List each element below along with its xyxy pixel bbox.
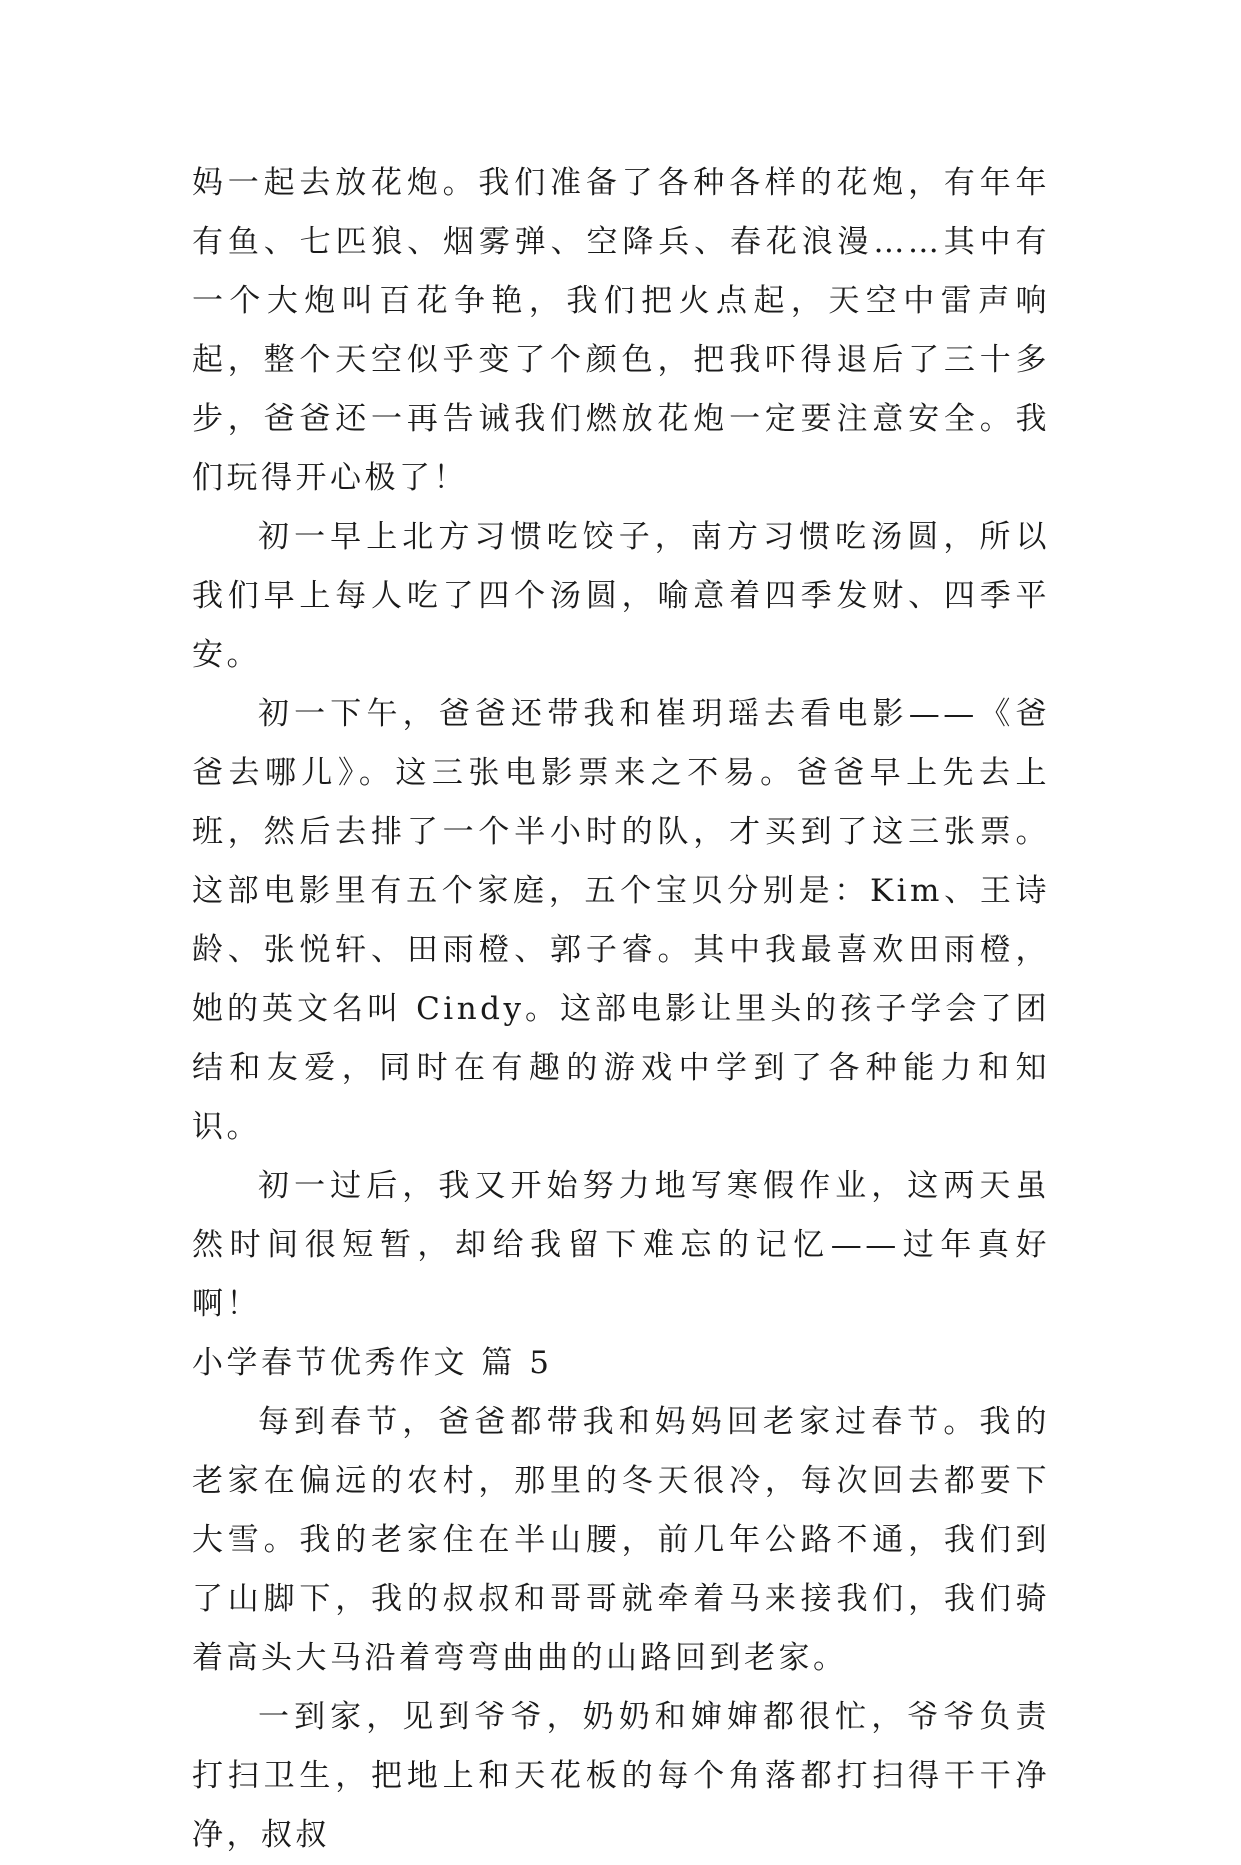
paragraph: 初一下午，爸爸还带我和崔玥瑶去看电影——《爸爸去哪儿》。这三张电影票来之不易。爸爸早上先去上班，然后去排了一个半小时的队，才买到了这三张票。这部电影里有五个家庭，五个宝贝分别是：Kim、王诗龄、张悦轩、田雨橙、郭子睿。其中我最喜欢田雨橙，她的英文名叫 Cindy。这部电影让里头的孩子学会了团结和友爱，同时在有趣的游戏中学到了各种能力和知识。 — [192, 696, 1050, 1145]
paragraph: 一到家，见到爷爷，奶奶和婶婶都很忙，爷爷负责打扫卫生，把地上和天花板的每个角落都打扫得干干净净，叔叔 — [192, 1699, 1050, 1853]
article-body — [192, 154, 1050, 1865]
paragraph: 每到春节，爸爸都带我和妈妈回老家过春节。我的老家在偏远的农村，那里的冬天很冷，每次回去都要下大雪。我的老家住在半山腰，前几年公路不通，我们到了山脚下，我的叔叔和哥哥就牵着马来接我们，我们骑着高头大马沿着弯弯曲曲的山路回到老家。 — [192, 1404, 1050, 1676]
paragraph: 妈一起去放花炮。我们准备了各种各样的花炮，有年年有鱼、七匹狼、烟雾弹、空降兵、春花浪漫……其中有一个大炮叫百花争艳，我们把火点起，天空中雷声响起，整个天空似乎变了个颜色，把我吓得退后了三十多步，爸爸还一再告诫我们燃放花炮一定要注意安全。我们玩得开心极了！ — [192, 165, 1050, 496]
section-heading: 小学春节优秀作文 篇 5 — [192, 1345, 553, 1381]
paragraph: 初一过后，我又开始努力地写寒假作业，这两天虽然时间很短暂，却给我留下难忘的记忆——过年真好啊！ — [192, 1168, 1050, 1322]
paragraph: 初一早上北方习惯吃饺子，南方习惯吃汤圆，所以我们早上每人吃了四个汤圆，喻意着四季发财、四季平安。 — [192, 519, 1050, 673]
